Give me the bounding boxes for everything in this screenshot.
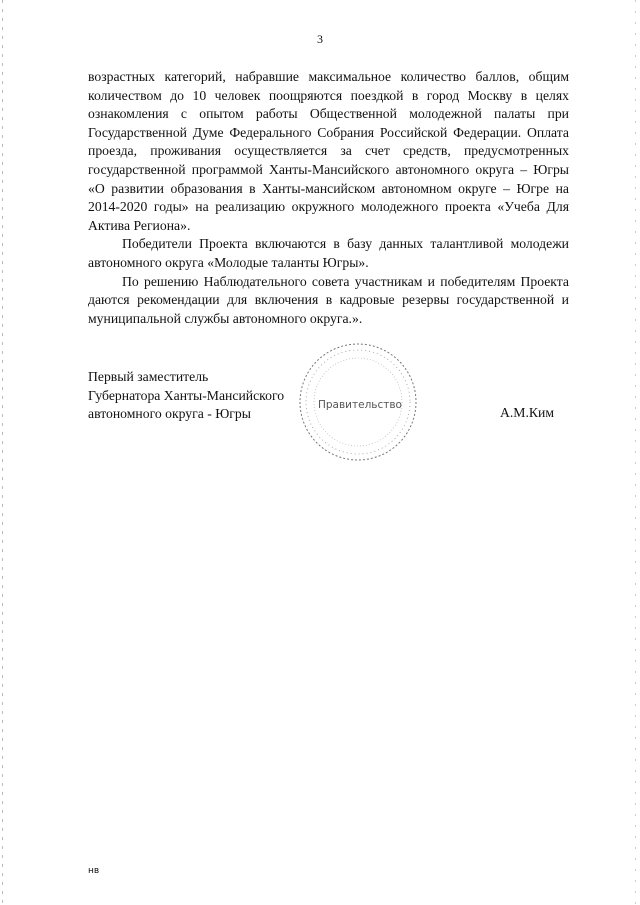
- seal-stamp: [294, 338, 424, 468]
- paragraph-1: возрастных категорий, набравшие максимальное количество баллов, общим количеством до 10 человек поощряются поездкой в город Москву в целях ознакомления с опытом работы Общественной молодежной палаты при Государственной Думе Федерального Собрания Российской Федерации. Оплата проезда, проживания осуществляется за счет средств, предусмотренных государственной программой Ханты-Мансийского автономного округа – Югры «О развитии образования в Ханты-мансийском автономном округе – Югре на 2014-2020 годы» на реализацию окружного молодежного проекта «Учеба Для Актива Региона».: [88, 69, 569, 233]
- body-text: [88, 68, 569, 328]
- scan-edge-right: [635, 0, 636, 905]
- signature-title-line-2: Губернатора Ханты-Мансийского: [88, 387, 285, 403]
- page-number: 3: [317, 32, 323, 46]
- paragraph-2: Победители Проекта включаются в базу данных талантливой молодежи автономного округа «Молодые таланты Югры».: [88, 236, 569, 270]
- footer-mark: нв: [88, 866, 100, 876]
- signature-title-line-3: автономного округа - Югры: [88, 406, 251, 422]
- paragraph-3: По решению Наблюдательного совета участникам и победителям Проекта даются рекомендации для включения в кадровые резервы государственной и муниципальной службы автономного округа.».: [88, 273, 569, 326]
- stamp-label: Правительство: [318, 399, 402, 411]
- signature-block: [88, 368, 284, 424]
- signature-title-line-1: Первый заместитель: [88, 369, 209, 384]
- scan-edge-left: [2, 0, 3, 905]
- signatory-name: А.М.Ким: [500, 405, 555, 420]
